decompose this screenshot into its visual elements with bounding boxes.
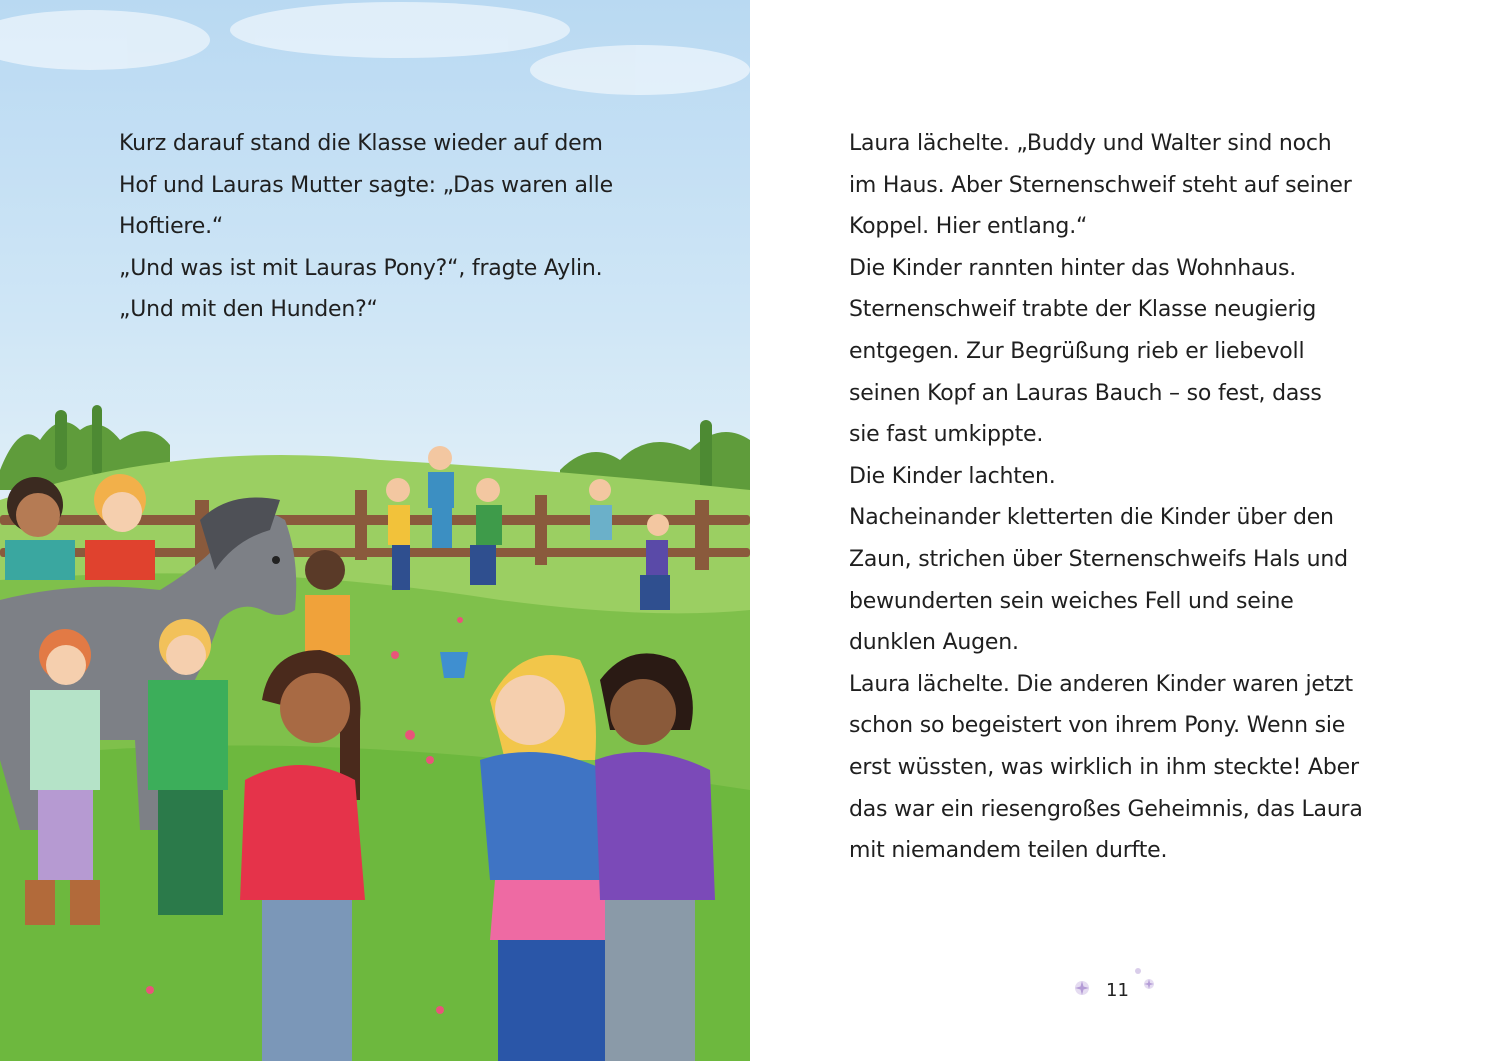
text-line: Kurz darauf stand die Klasse wieder auf dem (119, 131, 603, 156)
text-line: mit niemandem teilen durfte. (849, 838, 1168, 864)
bucket-icon (440, 652, 468, 678)
text-line: Die Kinder rannten hinter das Wohnhaus. (849, 255, 1297, 281)
text-line: sie fast umkippte. (849, 422, 1044, 448)
left-page-text (119, 123, 613, 331)
text-line: erst wüssten, was wirklich in ihm steckte! Aber (849, 754, 1359, 780)
text-line: „Und mit den Hunden?“ (119, 297, 378, 323)
text-line: Laura lächelte. Die anderen Kinder waren jetzt (849, 671, 1353, 697)
text-line: das war ein riesengroßes Geheimnis, das Laura (849, 796, 1363, 822)
text-line: im Haus. Aber Sternenschweif steht auf seiner (849, 172, 1352, 198)
text-line: seinen Kopf an Lauras Bauch – so fest, dass (849, 380, 1322, 406)
text-line: entgegen. Zur Begrüßung rieb er liebevoll (849, 338, 1305, 364)
text-line: Hof und Lauras Mutter sagte: „Das waren alle (119, 172, 613, 198)
text-line: bewunderten sein weiches Fell und seine (849, 588, 1294, 614)
text-line: „Und was ist mit Lauras Pony?“, fragte Aylin. (119, 255, 603, 281)
page-number-area (1072, 966, 1162, 1010)
text-line: dunklen Augen. (849, 630, 1019, 656)
page-number: 11 (1106, 980, 1129, 1001)
text-line: Koppel. Hier entlang.“ (849, 214, 1088, 240)
text-line: Zaun, strichen über Sternenschweifs Hals und (849, 546, 1348, 572)
cloud-icon (0, 2, 750, 95)
text-line: Die Kinder lachten. (849, 463, 1056, 489)
text-line: Laura lächelte. „Buddy und Walter sind noch (849, 131, 1332, 156)
text-line: schon so begeistert von ihrem Pony. Wenn sie (849, 713, 1346, 739)
text-line: Hoftiere.“ (119, 214, 224, 240)
text-line: Nacheinander kletterten die Kinder über den (849, 505, 1334, 531)
right-page-text (849, 123, 1363, 872)
text-line: Sternenschweif trabte der Klasse neugierig (849, 297, 1317, 323)
